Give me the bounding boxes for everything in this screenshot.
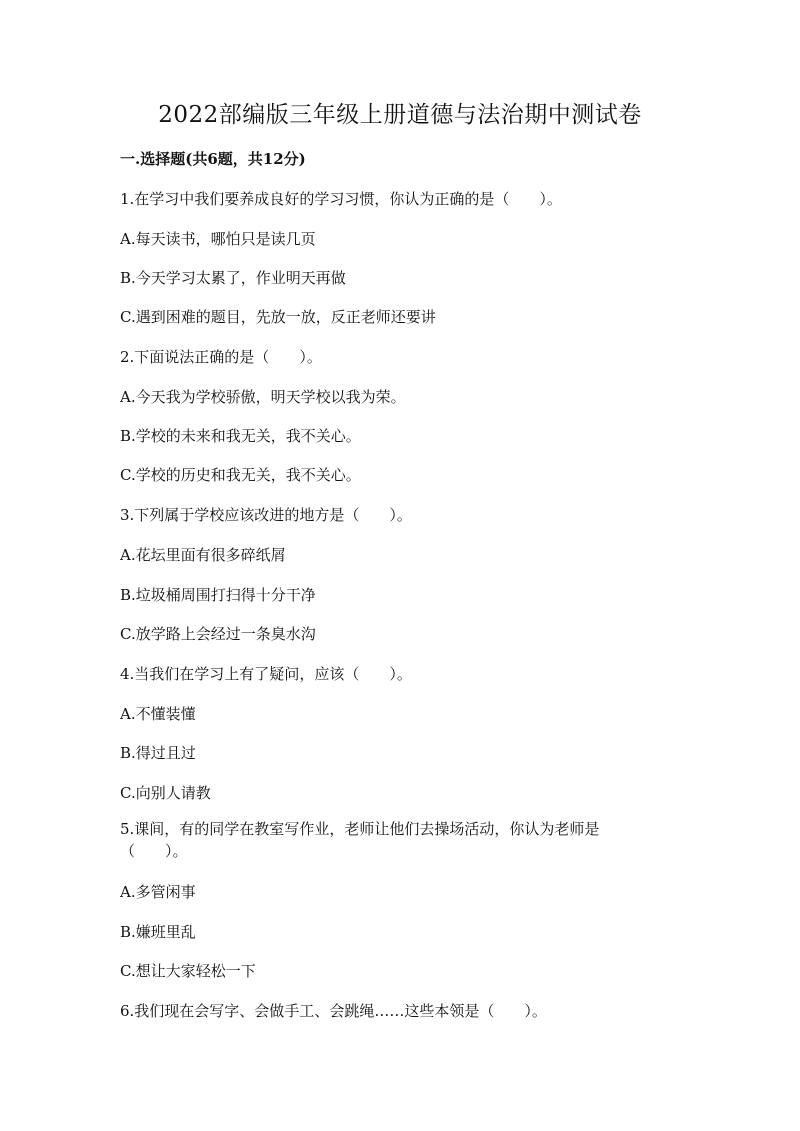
question-4-option-c: C.向别人请教 bbox=[120, 784, 211, 802]
question-4-option-b: B.得过且过 bbox=[120, 744, 196, 762]
question-5-option-a: A.多管闲事 bbox=[120, 883, 196, 901]
question-2-option-a: A.今天我为学校骄傲，明天学校以我为荣。 bbox=[120, 388, 406, 406]
question-5-option-b: B.嫌班里乱 bbox=[120, 923, 196, 941]
question-1-option-b: B.今天学习太累了，作业明天再做 bbox=[120, 269, 346, 287]
question-6-stem: 6.我们现在会写字、会做手工、会跳绳……这些本领是（ ）。 bbox=[120, 1002, 547, 1020]
question-3-option-a: A.花坛里面有很多碎纸屑 bbox=[120, 546, 286, 564]
question-3-option-c: C.放学路上会经过一条臭水沟 bbox=[120, 625, 316, 643]
question-2-stem: 2.下面说法正确的是（ ）。 bbox=[120, 348, 322, 366]
question-1-stem: 1.在学习中我们要养成良好的学习习惯，你认为正确的是（ ）。 bbox=[120, 190, 562, 208]
question-2-option-c: C.学校的历史和我无关，我不关心。 bbox=[120, 466, 361, 484]
question-1-option-c: C.遇到困难的题目，先放一放，反正老师还要讲 bbox=[120, 308, 436, 326]
section-heading: 一.选择题(共6题，共12分) bbox=[120, 150, 306, 168]
question-3-option-b: B.垃圾桶周围打扫得十分干净 bbox=[120, 586, 316, 604]
question-5-stem: 5.课间，有的同学在教室写作业，老师让他们去操场活动，你认为老师是（ ）。 bbox=[120, 820, 600, 860]
question-5-option-c: C.想让大家轻松一下 bbox=[120, 962, 256, 980]
question-2-option-b: B.学校的未来和我无关，我不关心。 bbox=[120, 427, 361, 445]
question-4-stem: 4.当我们在学习上有了疑问，应该（ ）。 bbox=[120, 665, 412, 683]
exam-title: 2022部编版三年级上册道德与法治期中测试卷 bbox=[158, 102, 642, 128]
question-1-option-a: A.每天读书，哪怕只是读几页 bbox=[120, 230, 316, 248]
question-4-option-a: A.不懂装懂 bbox=[120, 705, 196, 723]
question-3-stem: 3.下列属于学校应该改进的地方是（ ）。 bbox=[120, 506, 412, 524]
